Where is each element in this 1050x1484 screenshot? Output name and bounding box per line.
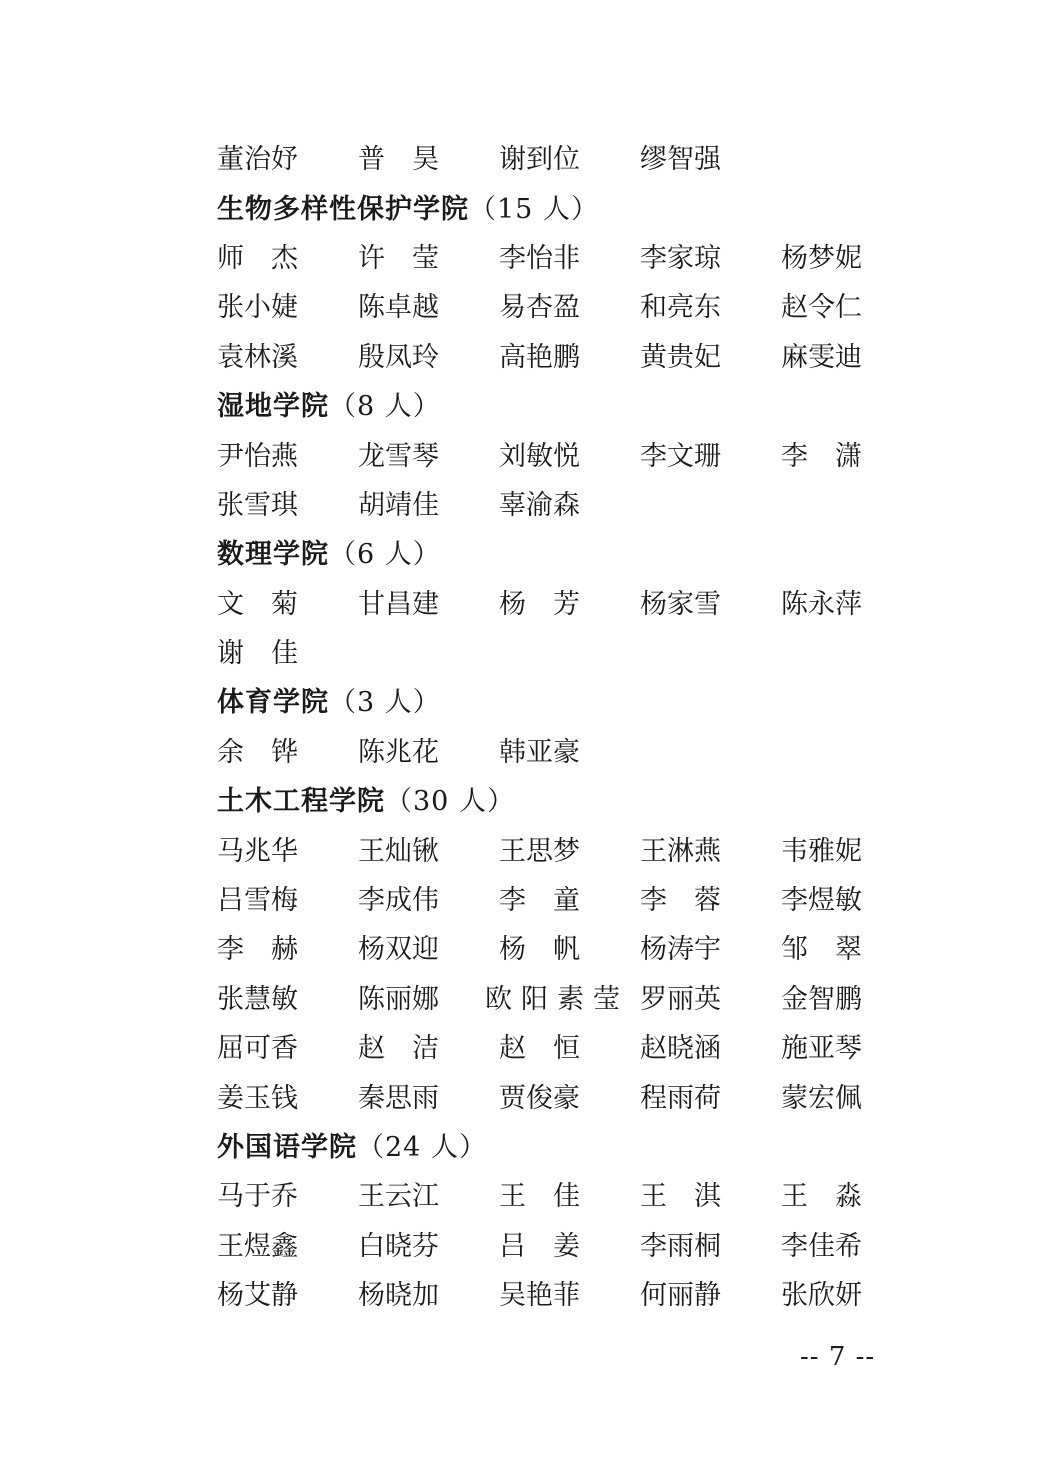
person-name: 杨 双 迎 <box>358 934 439 966</box>
person-name: 姜 玉 钱 <box>217 1082 298 1114</box>
section-heading: 生物多样性保护学院 （ 15 人 ） <box>217 181 897 230</box>
person-name: 尹 怡 燕 <box>217 440 298 472</box>
names-row <box>217 1268 897 1317</box>
person-name: 胡 靖 佳 <box>358 489 439 521</box>
person-name: 秦 思 雨 <box>358 1082 439 1114</box>
person-name: 谢 佳 <box>217 638 298 670</box>
person-name: 师 杰 <box>217 242 298 274</box>
names-row <box>217 428 897 477</box>
section-title: 数理学院 <box>217 539 329 571</box>
names-row <box>217 231 897 280</box>
person-name: 张 慧 敏 <box>217 983 298 1015</box>
page-number: -- 7 -- <box>800 1342 876 1372</box>
person-name: 李 赫 <box>217 934 298 966</box>
person-name: 高 艳 鹏 <box>499 341 580 373</box>
person-name: 辜 渝 森 <box>499 489 580 521</box>
person-name: 杨 帆 <box>499 934 580 966</box>
name-list-document <box>217 132 897 1317</box>
person-name: 李 雨 桐 <box>640 1230 721 1262</box>
names-row <box>217 873 897 922</box>
names-row <box>217 280 897 329</box>
person-name: 殷 凤 玲 <box>358 341 439 373</box>
person-name: 王 淼 <box>781 1181 862 1213</box>
names-row <box>217 478 897 527</box>
person-name: 吕 雪 梅 <box>217 885 298 917</box>
section-count: 15 人 <box>497 193 571 225</box>
person-name: 陈 兆 花 <box>358 736 439 768</box>
section-title: 体育学院 <box>217 687 329 719</box>
person-name: 陈 卓 越 <box>358 292 439 324</box>
person-name: 李 童 <box>499 885 580 917</box>
person-name: 贾 俊 豪 <box>499 1082 580 1114</box>
names-row <box>217 972 897 1021</box>
section-heading: 土木工程学院 （ 30 人 ） <box>217 774 897 823</box>
names-row <box>217 725 897 774</box>
person-name: 白 晓 芬 <box>358 1230 439 1262</box>
person-name: 李 佳 希 <box>781 1230 862 1262</box>
names-row <box>217 823 897 872</box>
section-count: 3 人 <box>357 687 413 719</box>
section-title: 湿地学院 <box>217 391 329 423</box>
person-name: 董 治 妤 <box>217 144 298 176</box>
names-row <box>217 577 897 626</box>
section-title: 土木工程学院 <box>217 786 385 818</box>
person-name: 黄 贵 妃 <box>640 341 721 373</box>
person-name: 杨 梦 妮 <box>781 242 862 274</box>
person-name: 杨 芳 <box>499 588 580 620</box>
person-name: 罗 丽 英 <box>640 983 721 1015</box>
person-name: 王 淋 燕 <box>640 835 721 867</box>
person-name: 和 亮 东 <box>640 292 721 324</box>
names-row <box>217 1219 897 1268</box>
person-name: 李 潇 <box>781 440 862 472</box>
person-name: 袁 林 溪 <box>217 341 298 373</box>
names-row <box>217 1169 897 1218</box>
person-name: 韦 雅 妮 <box>781 835 862 867</box>
person-name: 杨 艾 静 <box>217 1280 298 1312</box>
section-count: 30 人 <box>413 786 487 818</box>
person-name: 欧 阳 素 莹 <box>485 983 620 1015</box>
person-name: 杨 晓 加 <box>358 1280 439 1312</box>
names-row <box>217 1070 897 1119</box>
person-name: 吕 姜 <box>499 1230 580 1262</box>
person-name: 赵 恒 <box>499 1033 580 1065</box>
section-heading: 体育学院 （ 3 人 ） <box>217 675 897 724</box>
person-name: 邹 翠 <box>781 934 862 966</box>
names-row <box>217 626 897 675</box>
person-name: 李 蓉 <box>640 885 721 917</box>
person-name: 屈 可 香 <box>217 1033 298 1065</box>
person-name: 麻 雯 迪 <box>781 341 862 373</box>
person-name: 刘 敏 悦 <box>499 440 580 472</box>
names-row <box>217 330 897 379</box>
section-heading: 湿地学院 （ 8 人 ） <box>217 379 897 428</box>
section-title: 生物多样性保护学院 <box>217 193 469 225</box>
person-name: 李 家 琼 <box>640 242 721 274</box>
person-name: 普 昊 <box>358 144 439 176</box>
person-name: 王 淇 <box>640 1181 721 1213</box>
person-name: 李 成 伟 <box>358 885 439 917</box>
person-name: 赵 令 仁 <box>781 292 862 324</box>
person-name: 施 亚 琴 <box>781 1033 862 1065</box>
section-count: 6 人 <box>357 539 413 571</box>
person-name: 马 于 乔 <box>217 1181 298 1213</box>
person-name: 张 欣 妍 <box>781 1280 862 1312</box>
section-title: 外国语学院 <box>217 1132 357 1163</box>
person-name: 王 云 江 <box>358 1181 439 1213</box>
person-name: 赵 洁 <box>358 1033 439 1065</box>
person-name: 金 智 鹏 <box>781 983 862 1015</box>
person-name: 余 铧 <box>217 736 298 768</box>
person-name: 何 丽 静 <box>640 1280 721 1312</box>
names-row <box>217 132 897 181</box>
person-name: 蒙 宏 佩 <box>781 1082 862 1114</box>
person-name: 王 佳 <box>499 1181 580 1213</box>
person-name: 龙 雪 琴 <box>358 440 439 472</box>
person-name: 张 雪 琪 <box>217 489 298 521</box>
person-name: 韩 亚 豪 <box>499 736 580 768</box>
person-name: 李 怡 非 <box>499 242 580 274</box>
person-name: 王 煜 鑫 <box>217 1230 298 1262</box>
person-name: 陈 永 萍 <box>781 588 862 620</box>
person-name: 许 莹 <box>358 242 439 274</box>
person-name: 程 雨 荷 <box>640 1082 721 1114</box>
section-heading: 外国语学院 （ 24 人 ） <box>217 1120 897 1169</box>
person-name: 张 小 婕 <box>217 292 298 324</box>
section-count: 8 人 <box>357 391 413 423</box>
person-name: 李 煜 敏 <box>781 885 862 917</box>
person-name: 马 兆 华 <box>217 835 298 867</box>
person-name: 王 灿 锹 <box>358 835 439 867</box>
section-heading: 数理学院 （ 6 人 ） <box>217 527 897 576</box>
person-name: 吴 艳 菲 <box>499 1280 580 1312</box>
names-row <box>217 1021 897 1070</box>
person-name: 杨 涛 宇 <box>640 934 721 966</box>
person-name: 谢 到 位 <box>499 144 580 176</box>
person-name: 王 思 梦 <box>499 835 580 867</box>
section-count: 24 人 <box>385 1132 459 1163</box>
person-name: 文 菊 <box>217 588 298 620</box>
person-name: 缪 智 强 <box>640 144 721 176</box>
person-name: 易 杏 盈 <box>499 292 580 324</box>
names-row <box>217 922 897 971</box>
person-name: 陈 丽 娜 <box>358 983 439 1015</box>
person-name: 甘 昌 建 <box>358 588 439 620</box>
person-name: 杨 家 雪 <box>640 588 721 620</box>
person-name: 李 文 珊 <box>640 440 721 472</box>
person-name: 赵 晓 涵 <box>640 1033 721 1065</box>
